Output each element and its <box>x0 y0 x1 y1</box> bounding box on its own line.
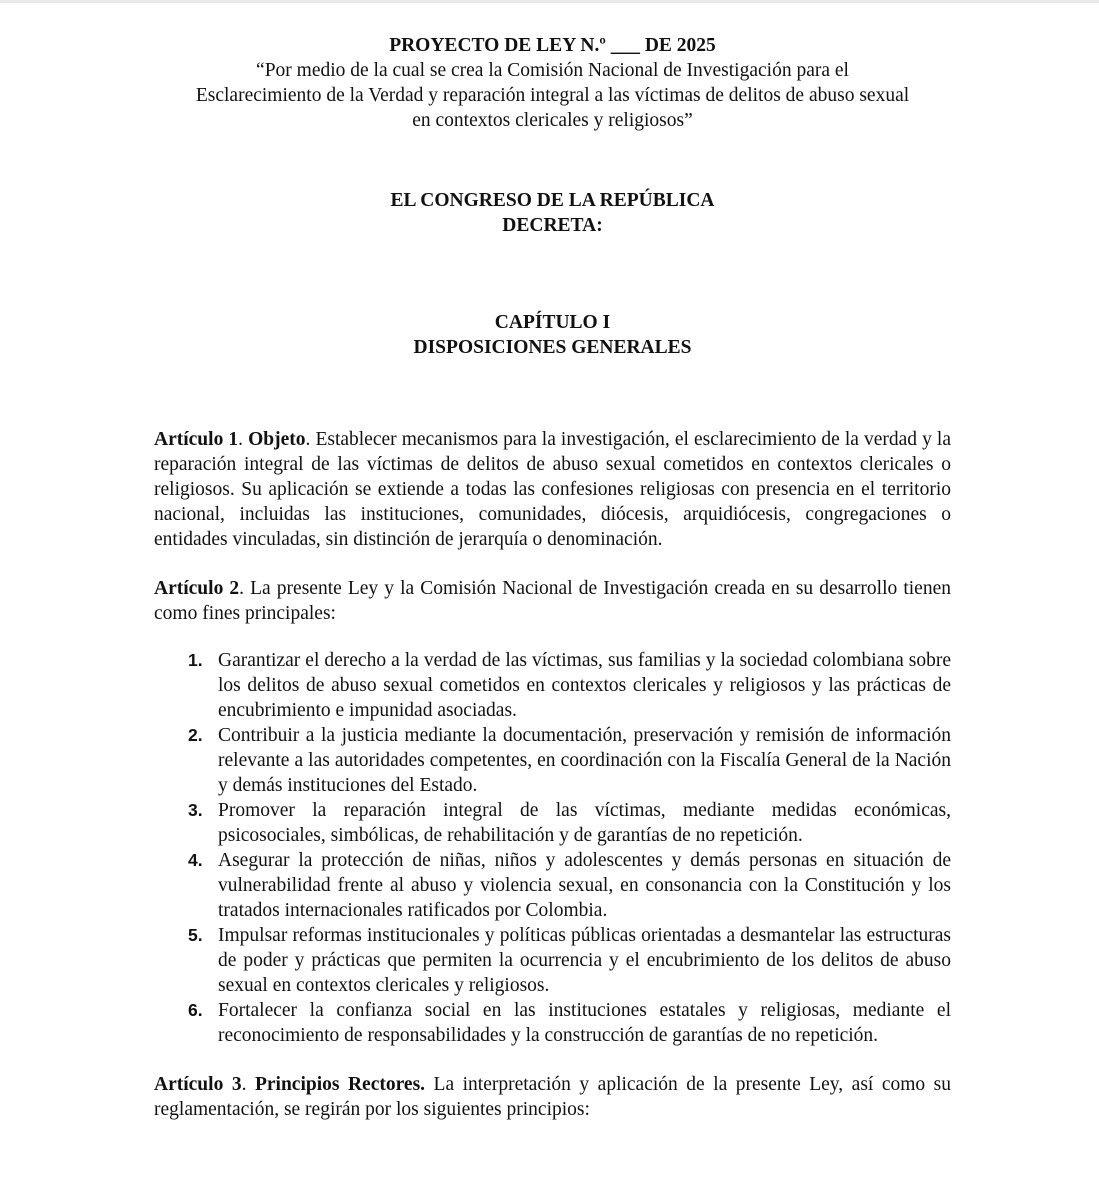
list-item-text: Asegurar la protección de niñas, niños y adolescentes y demás personas en situación de vulnerabilidad frente al abuso y violencia sexual, en consonancia con la Constitución y los tratados internacionales ratificados por Colombia. <box>218 850 951 921</box>
document-header <box>154 33 951 133</box>
bill-subtitle <box>154 58 951 133</box>
article-2-aims-list <box>154 648 951 1048</box>
list-item-text: Impulsar reformas institucionales y políticas públicas orientadas a desmantelar las estructuras de poder y prácticas que permiten la ocurrencia y el encubrimiento de los delitos de abuso sexual en contextos clericales y religiosos. <box>218 925 951 996</box>
article-1-heading: Objeto <box>248 429 306 450</box>
list-item-number: 5. <box>188 925 203 945</box>
list-item-number: 1. <box>188 650 203 670</box>
article-2 <box>154 576 951 626</box>
list-item <box>154 923 951 998</box>
list-item-text: Contribuir a la justicia mediante la documentación, preservación y remisión de información relevante a las autoridades competentes, en coordinación con la Fiscalía General de la Nación y demás instituciones del Estado. <box>218 725 951 796</box>
list-item-number: 2. <box>188 725 203 745</box>
list-item-text: Garantizar el derecho a la verdad de las víctimas, sus familias y la sociedad colombiana sobre los delitos de abuso sexual cometidos en contextos clericales y religiosos y las prácticas de encubrimiento e impunidad asociadas. <box>218 650 951 721</box>
list-item-text: Promover la reparación integral de las víctimas, mediante medidas económicas, psicosociales, simbólicas, de rehabilitación y de garantías de no repetición. <box>218 800 951 846</box>
article-2-text: . La presente Ley y la Comisión Nacional de Investigación creada en su desarrollo tienen como fines principales: <box>154 578 951 624</box>
document-page <box>154 33 951 1122</box>
decree-line: DECRETA: <box>502 215 603 236</box>
article-1-label: Artículo 1 <box>154 429 239 450</box>
list-item <box>154 998 951 1048</box>
list-item-number: 3. <box>188 800 203 820</box>
article-2-label: Artículo 2 <box>154 578 240 599</box>
chapter-number: CAPÍTULO I <box>494 312 611 333</box>
list-item-number: 6. <box>188 1000 203 1020</box>
chapter-heading <box>154 310 951 360</box>
list-item-text: Fortalecer la confianza social en las instituciones estatales y religiosas, mediante el reconocimiento de responsabilidades y la construcción de garantías de no repetición. <box>218 1000 951 1046</box>
article-3-heading: Principios Rectores. <box>254 1074 426 1095</box>
bill-subtitle-line-1: “Por medio de la cual se crea la Comisión Nacional de Investigación para el <box>256 60 849 81</box>
list-item <box>154 798 951 848</box>
article-1-text: . Establecer mecanismos para la investigación, el esclarecimiento de la verdad y la reparación integral de las víctimas de delitos de abuso sexual cometidos en contextos clericales o religiosos. Su aplicación se extiende a todas las confesiones religiosas con presencia en el territorio nacional, incluidas las instituciones, comunidades, diócesis, arquidiócesis, congregaciones o entidades vinculadas, sin distinción de jerarquía o denominación. <box>154 429 952 550</box>
article-3 <box>154 1072 951 1122</box>
article-3-text: La interpretación y aplicación de la presente Ley, así como su reglamentación, se regirán por los siguientes principios: <box>154 1074 952 1120</box>
list-item-number: 4. <box>188 850 203 870</box>
list-item <box>154 848 951 923</box>
article-1-separator: . <box>238 429 249 450</box>
bill-subtitle-line-2: Esclarecimiento de la Verdad y reparación integral a las víctimas de delitos de abuso sexual <box>195 85 910 106</box>
bill-title: PROYECTO DE LEY N.º ___ DE 2025 <box>389 35 716 56</box>
article-3-separator: . <box>241 1074 255 1095</box>
article-1 <box>154 427 951 552</box>
bill-subtitle-line-3: en contextos clericales y religiosos” <box>412 110 693 131</box>
chapter-title: DISPOSICIONES GENERALES <box>413 337 692 358</box>
list-item <box>154 723 951 798</box>
article-3-label: Artículo 3 <box>154 1074 242 1095</box>
congress-decree-heading <box>154 188 951 238</box>
list-item <box>154 648 951 723</box>
congress-line: EL CONGRESO DE LA REPÚBLICA <box>390 190 715 211</box>
page-top-edge <box>0 0 1099 3</box>
